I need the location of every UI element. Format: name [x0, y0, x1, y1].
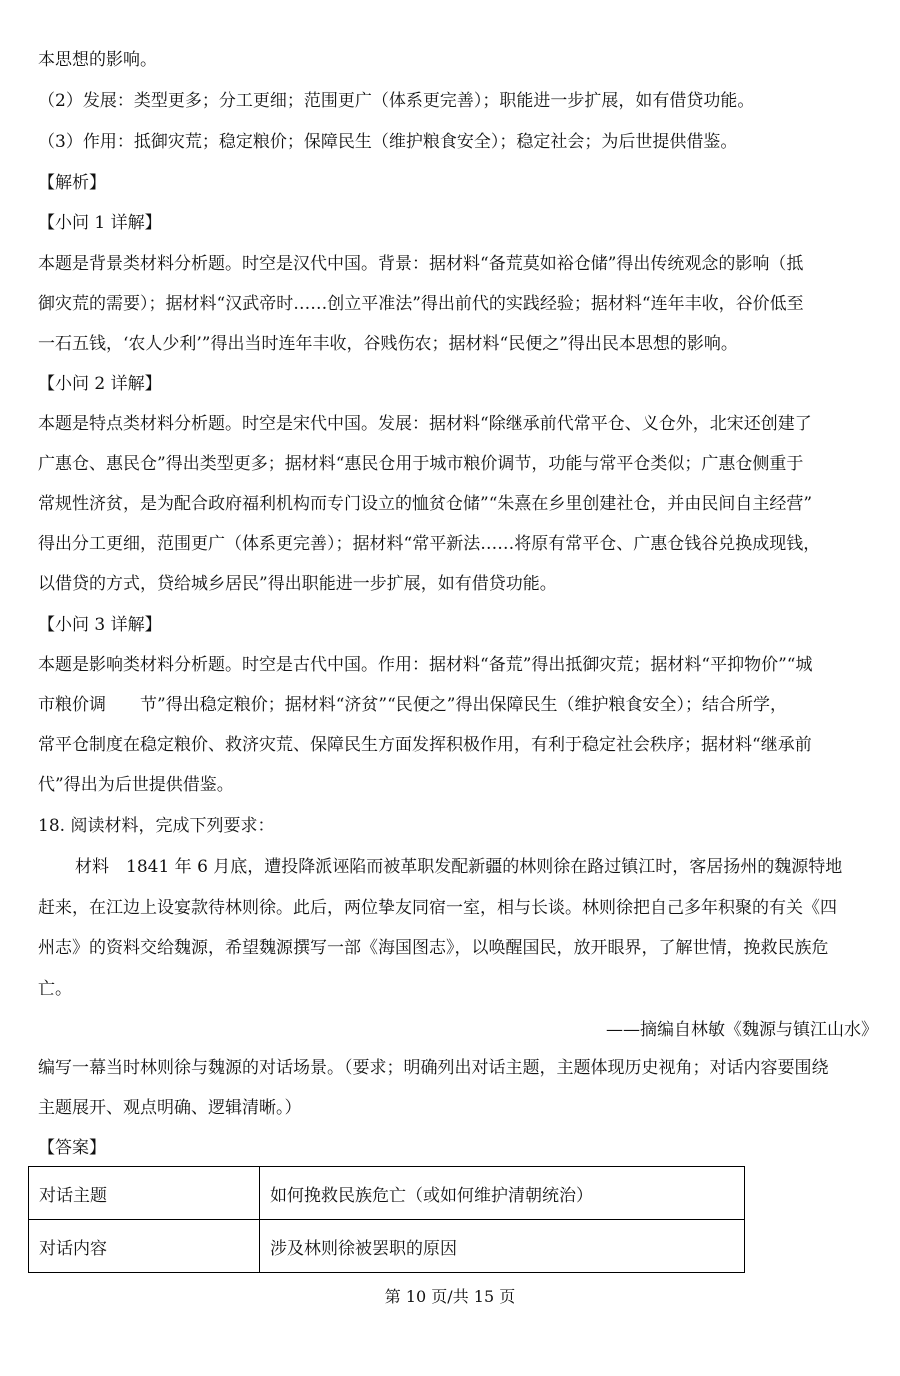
answer-table — [28, 1166, 745, 1273]
table-cell-value: 如何挽救民族危亡（或如何维护清朝统治） — [260, 1167, 745, 1220]
answer-label: 【答案】 — [38, 1138, 106, 1158]
text-line: 一石五钱，‘农人少利’”得出当时连年丰收，谷贱伤农；据材料“民便之”得出民本思想的影响。 — [38, 334, 738, 354]
text-line: 代”得出为后世提供借鉴。 — [38, 775, 234, 795]
material-source: ——摘编自林敏《魏源与镇江山水》 — [606, 1020, 878, 1040]
table-cell-key: 对话主题 — [29, 1167, 260, 1220]
text-line: 本题是影响类材料分析题。时空是古代中国。作用：据材料“备荒”得出抵御灾荒；据材料“平抑物价”“城 — [38, 655, 813, 675]
text-line: （2）发展：类型更多；分工更细；范围更广（体系更完善）；职能进一步扩展，如有借贷功能。 — [38, 91, 755, 111]
text-line: 广惠仓、惠民仓”得出类型更多；据材料“惠民仓用于城市粮价调节，功能与常平仓类似；广惠仓侧重于 — [38, 454, 804, 474]
table-row — [29, 1167, 745, 1220]
section-heading: 【小问 1 详解】 — [38, 213, 162, 233]
table-row — [29, 1220, 745, 1273]
material-line: 材料 1841 年 6 月底，遭投降派诬陷而被革职发配新疆的林则徐在路过镇江时，客居扬州的魏源特地 — [75, 857, 843, 877]
table-cell-key: 对话内容 — [29, 1220, 260, 1273]
table-cell-value: 涉及林则徐被罢职的原因 — [260, 1220, 745, 1273]
section-heading: 【小问 3 详解】 — [38, 615, 162, 635]
task-line: 编写一幕当时林则徐与魏源的对话场景。（要求；明确列出对话主题，主题体现历史视角；对话内容要围绕 — [38, 1058, 829, 1078]
section-heading: 【小问 2 详解】 — [38, 374, 162, 394]
text-line: 御灾荒的需要）；据材料“汉武帝时……创立平准法”得出前代的实践经验；据材料“连年丰收，谷价低至 — [38, 294, 804, 314]
page-footer: 第 10 页/共 15 页 — [384, 1287, 516, 1306]
text-line: 以借贷的方式，贷给城乡居民”得出职能进一步扩展，如有借贷功能。 — [38, 574, 557, 594]
text-line: 本题是背景类材料分析题。时空是汉代中国。背景：据材料“备荒莫如裕仓储”得出传统观念的影响（抵 — [38, 254, 804, 274]
material-line: 亡。 — [38, 979, 72, 999]
text-line: 本思想的影响。 — [38, 50, 157, 70]
question-title: 18. 阅读材料，完成下列要求： — [38, 816, 275, 836]
task-line: 主题展开、观点明确、逻辑清晰。） — [38, 1098, 302, 1118]
text-line: 得出分工更细，范围更广（体系更完善）；据材料“常平新法……将原有常平仓、广惠仓钱谷兑换成现钱， — [38, 534, 821, 554]
text-line: 本题是特点类材料分析题。时空是宋代中国。发展：据材料“除继承前代常平仓、义仓外，北宋还创建了 — [38, 414, 812, 434]
text-line: 市粮价调 节”得出稳定粮价；据材料“济贫”“民便之”得出保障民生（维护粮食安全）；结合所学， — [38, 695, 787, 715]
material-line: 赶来，在江边上设宴款待林则徐。此后，两位挚友同宿一室，相与长谈。林则徐把自己多年积聚的有关《四 — [38, 898, 837, 918]
text-line: 常平仓制度在稳定粮价、救济灾荒、保障民生方面发挥积极作用，有利于稳定社会秩序；据材料“继承前 — [38, 735, 812, 755]
material-line: 州志》的资料交给魏源，希望魏源撰写一部《海国图志》，以唤醒国民，放开眼界，了解世情，挽救民族危 — [38, 938, 829, 958]
text-line: 常规性济贫，是为配合政府福利机构而专门设立的恤贫仓储”“朱熹在乡里创建社仓，并由民间自主经营” — [38, 494, 813, 514]
section-heading: 【解析】 — [38, 173, 106, 193]
text-line: （3）作用：抵御灾荒；稳定粮价；保障民生（维护粮食安全）；稳定社会；为后世提供借鉴。 — [38, 132, 738, 152]
